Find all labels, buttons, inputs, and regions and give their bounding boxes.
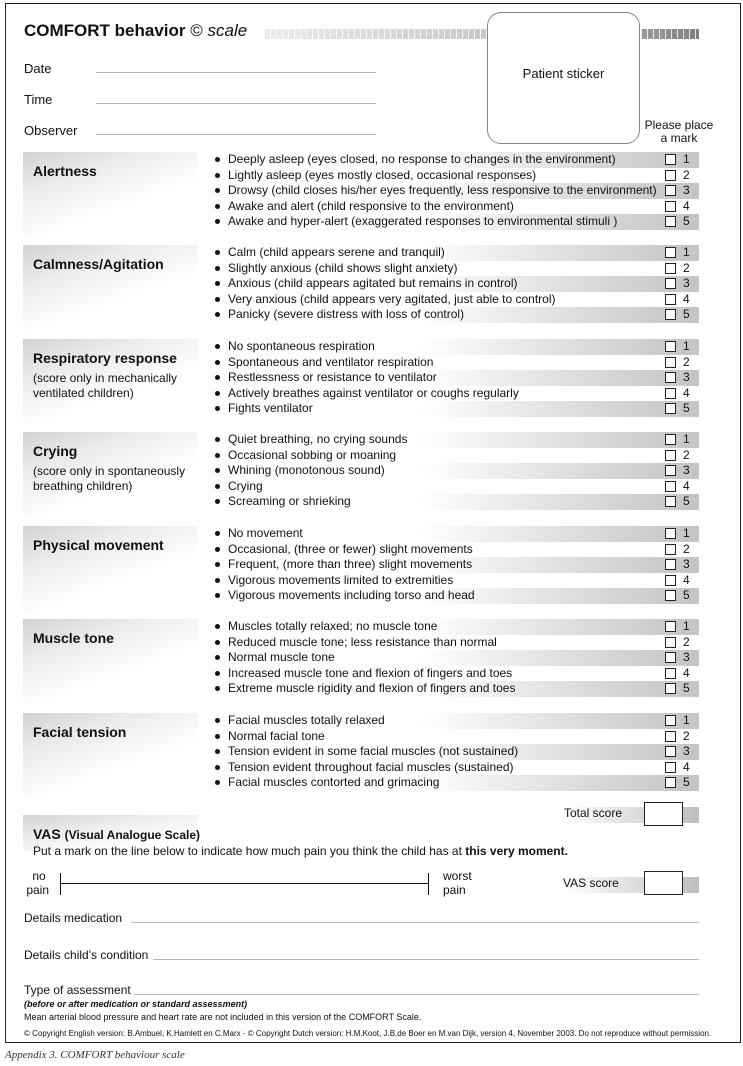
score-checkbox[interactable]	[665, 201, 676, 212]
option-row	[215, 261, 699, 277]
score-checkbox[interactable]	[665, 652, 676, 663]
details-medication-label: Details medication	[24, 911, 123, 925]
score-checkbox[interactable]	[665, 294, 676, 305]
option-row	[215, 557, 699, 573]
section-options	[215, 245, 699, 323]
time-label: Time	[24, 92, 53, 107]
score-value: 1	[683, 152, 690, 166]
score-value: 1	[683, 526, 690, 540]
option-text: Anxious (child appears agitated but remains in control)	[228, 276, 518, 291]
option-text: Quiet breathing, no crying sounds	[228, 432, 408, 446]
patient-sticker-area	[487, 12, 640, 144]
section-title: Crying	[33, 443, 78, 459]
option-row	[215, 619, 699, 635]
bullet-icon	[215, 157, 220, 162]
section-title: Physical movement	[33, 537, 164, 553]
header-decor-bar-right	[641, 29, 699, 39]
score-checkbox[interactable]	[665, 372, 676, 383]
bullet-icon	[215, 266, 220, 271]
score-checkbox[interactable]	[665, 434, 676, 445]
bullet-icon	[215, 531, 220, 536]
place-mark-label: Please place a mark	[644, 118, 714, 145]
bullet-icon	[215, 780, 220, 785]
assessment-type-field[interactable]	[134, 994, 699, 995]
copyright-symbol: ©	[190, 21, 203, 40]
score-value: 4	[683, 385, 690, 400]
total-score-label: Total score	[564, 806, 623, 820]
section-subtitle: (score only in spontaneously breathing children)	[33, 464, 186, 493]
time-field[interactable]	[96, 103, 376, 104]
bullet-icon	[215, 624, 220, 629]
score-value: 2	[683, 260, 690, 275]
bullet-icon	[215, 562, 220, 567]
score-checkbox[interactable]	[665, 762, 676, 773]
option-row	[215, 432, 699, 448]
bullet-icon	[215, 375, 220, 380]
option-text: Panicky (severe distress with loss of control)	[228, 307, 465, 322]
score-value: 2	[683, 728, 690, 743]
score-value: 1	[683, 339, 690, 353]
option-text: No spontaneous respiration	[228, 339, 375, 353]
option-text: Lightly asleep (eyes mostly closed, occasional responses)	[228, 167, 537, 182]
section-options	[215, 152, 699, 230]
option-row	[215, 479, 699, 495]
vas-left-tick	[60, 873, 61, 895]
score-value: 3	[683, 557, 690, 572]
option-row	[215, 448, 699, 464]
section-options	[215, 526, 699, 604]
option-text: Tension evident throughout facial muscles (sustained)	[228, 759, 514, 774]
score-value: 3	[683, 744, 690, 759]
option-text: Calm (child appears serene and tranquil)	[228, 245, 445, 259]
score-value: 3	[683, 370, 690, 385]
option-text: Occasional, (three or fewer) slight movements	[228, 541, 473, 556]
option-text: Reduced muscle tone; less resistance than normal	[228, 634, 497, 649]
score-checkbox[interactable]	[665, 637, 676, 648]
section-title: Alertness	[33, 163, 97, 179]
header-decor-bar-left	[264, 29, 488, 39]
observer-label: Observer	[24, 123, 78, 138]
vas-title	[33, 826, 200, 842]
score-value: 2	[683, 447, 690, 462]
bullet-icon	[215, 765, 220, 770]
option-text: Actively breathes against ventilator or coughs regularly	[228, 385, 519, 400]
section-subtitle: (score only in mechanically ventilated children)	[33, 371, 178, 400]
score-checkbox[interactable]	[665, 450, 676, 461]
score-checkbox[interactable]	[665, 185, 676, 196]
bullet-icon	[215, 484, 220, 489]
section-options	[215, 619, 699, 697]
score-value: 3	[683, 650, 690, 665]
score-value: 2	[683, 634, 690, 649]
details-condition-field[interactable]	[153, 959, 699, 960]
bullet-icon	[215, 655, 220, 660]
bullet-icon	[215, 281, 220, 286]
option-row	[215, 650, 699, 666]
option-row	[215, 307, 699, 323]
option-row	[215, 713, 699, 729]
vas-left-end	[26, 869, 49, 897]
score-value: 1	[683, 432, 690, 446]
option-text: Drowsy (child closes his/her eyes frequently, less responsive to the environment)	[228, 183, 657, 198]
option-text: Slightly anxious (child shows slight anxiety)	[228, 260, 458, 275]
bullet-icon	[215, 391, 220, 396]
score-value: 1	[683, 713, 690, 727]
option-row	[215, 494, 699, 510]
option-row	[215, 681, 699, 697]
score-checkbox[interactable]	[665, 621, 676, 632]
section-options	[215, 713, 699, 791]
option-row	[215, 775, 699, 791]
section-title: Respiratory response	[33, 350, 177, 366]
option-text: Very anxious (child appears very agitated, just able to control)	[228, 291, 556, 306]
title-italic: scale	[207, 21, 248, 40]
option-text: Normal muscle tone	[228, 650, 335, 665]
score-value: 4	[683, 291, 690, 306]
copyright-note: © Copyright English version: B.Ambuel, K.Hamlett en C.Marx - © Copyright Dutch version: H.M.Koot, J.B.de Boer en M.van Dijk, version 4, November 2003. Do not reproduce without permission.	[24, 1029, 712, 1038]
date-field[interactable]	[96, 72, 376, 73]
score-value: 2	[683, 354, 690, 369]
option-row	[215, 573, 699, 589]
score-value: 1	[683, 245, 690, 259]
option-row	[215, 729, 699, 745]
section-title: Facial tension	[33, 724, 127, 740]
vas-instruction-text: Put a mark on the line below to indicate how much pain you think the child has at	[33, 844, 466, 858]
score-checkbox[interactable]	[665, 544, 676, 555]
score-value: 4	[683, 478, 690, 493]
details-condition-label: Details child's condition	[24, 948, 149, 962]
score-checkbox[interactable]	[665, 216, 676, 227]
option-text: Deeply asleep (eyes closed, no response to changes in the environment)	[228, 152, 616, 166]
bullet-icon	[215, 547, 220, 552]
bullet-icon	[215, 468, 220, 473]
vas-title-main: VAS	[33, 826, 61, 842]
score-checkbox[interactable]	[665, 357, 676, 368]
section-options	[215, 432, 699, 510]
score-checkbox[interactable]	[665, 465, 676, 476]
patient-sticker-label: Patient sticker	[522, 65, 605, 81]
score-checkbox[interactable]	[665, 668, 676, 679]
option-text: Crying	[228, 478, 263, 493]
option-row	[215, 370, 699, 386]
score-checkbox[interactable]	[665, 388, 676, 399]
bullet-icon	[215, 453, 220, 458]
vas-instruction-bold: this very moment.	[465, 844, 568, 858]
option-row	[215, 526, 699, 542]
score-value: 3	[683, 183, 690, 198]
option-text: Vigorous movements limited to extremities	[228, 572, 454, 587]
option-text: Restlessness or resistance to ventilator	[228, 370, 437, 385]
score-value: 5	[683, 401, 690, 416]
option-row	[215, 276, 699, 292]
option-text: Tension evident in some facial muscles (not sustained)	[228, 744, 519, 759]
option-text: Awake and hyper-alert (exaggerated responses to environmental stimuli )	[228, 214, 618, 229]
vas-left-end-line2: pain	[26, 883, 49, 897]
title-bold: COMFORT behavior	[24, 21, 186, 40]
option-text: Extreme muscle rigidity and flexion of fingers and toes	[228, 681, 516, 696]
option-row	[215, 199, 699, 215]
option-text: Frequent, (more than three) slight movements	[228, 557, 473, 572]
section-calmness-agitation	[23, 245, 699, 335]
score-checkbox[interactable]	[665, 170, 676, 181]
option-row	[215, 635, 699, 651]
figure-caption: Appendix 3. COMFORT behaviour scale	[5, 1049, 185, 1061]
score-value: 3	[683, 463, 690, 478]
score-value: 5	[683, 494, 690, 509]
score-value: 5	[683, 775, 690, 790]
score-checkbox[interactable]	[665, 746, 676, 757]
score-value: 4	[683, 198, 690, 213]
section-crying	[23, 432, 699, 522]
details-medication-field[interactable]	[131, 922, 699, 923]
blood-pressure-note: Mean arterial blood pressure and heart rate are not included in this version of the COMFORT Scale.	[24, 1012, 422, 1022]
score-value: 2	[683, 167, 690, 182]
vas-slider-line[interactable]	[60, 883, 429, 884]
bullet-icon	[215, 204, 220, 209]
option-row	[215, 401, 699, 417]
score-value: 4	[683, 759, 690, 774]
vas-score-box[interactable]	[644, 871, 683, 895]
section-physical-movement	[23, 526, 699, 616]
score-value: 5	[683, 681, 690, 696]
score-value: 3	[683, 276, 690, 291]
option-row	[215, 588, 699, 604]
option-row	[215, 339, 699, 355]
observer-field[interactable]	[96, 134, 376, 135]
vas-right-end-line1: worst	[443, 869, 472, 883]
vas-title-paren: (Visual Analogue Scale)	[64, 828, 201, 842]
score-value: 2	[683, 541, 690, 556]
score-value: 1	[683, 619, 690, 633]
score-checkbox[interactable]	[665, 341, 676, 352]
score-value: 4	[683, 572, 690, 587]
option-row	[215, 463, 699, 479]
bullet-icon	[215, 499, 220, 504]
option-row	[215, 152, 699, 168]
option-row	[215, 292, 699, 308]
section-alertness	[23, 152, 699, 242]
assessment-hint: (before or after medication or standard assessment)	[24, 999, 248, 1009]
score-checkbox[interactable]	[665, 263, 676, 274]
bullet-icon	[215, 437, 220, 442]
bullet-icon	[215, 593, 220, 598]
section-muscle-tone	[23, 619, 699, 709]
score-value: 5	[683, 588, 690, 603]
option-text: Occasional sobbing or moaning	[228, 447, 397, 462]
bullet-icon	[215, 578, 220, 583]
option-row	[215, 183, 699, 199]
option-text: Awake and alert (child responsive to the environment)	[228, 198, 514, 213]
bullet-icon	[215, 344, 220, 349]
score-value: 5	[683, 307, 690, 322]
option-text: Spontaneous and ventilator respiration	[228, 354, 434, 369]
score-checkbox[interactable]	[665, 247, 676, 258]
score-checkbox[interactable]	[665, 403, 676, 414]
section-facial-tension	[23, 713, 699, 803]
form-title	[24, 21, 247, 41]
score-checkbox[interactable]	[665, 683, 676, 694]
section-respiratory-response	[23, 339, 699, 429]
score-checkbox[interactable]	[665, 731, 676, 742]
option-row	[215, 214, 699, 230]
score-checkbox[interactable]	[665, 496, 676, 507]
section-title: Calmness/Agitation	[33, 256, 164, 272]
option-text: Facial muscles totally relaxed	[228, 713, 385, 727]
option-row	[215, 168, 699, 184]
bullet-icon	[215, 250, 220, 255]
vas-right-end-line2: pain	[443, 883, 466, 897]
vas-right-end	[443, 869, 472, 897]
score-checkbox[interactable]	[665, 528, 676, 539]
option-row	[215, 386, 699, 402]
score-checkbox[interactable]	[665, 777, 676, 788]
option-text: No movement	[228, 526, 303, 540]
bullet-icon	[215, 718, 220, 723]
score-checkbox[interactable]	[665, 590, 676, 601]
date-label: Date	[24, 61, 52, 76]
score-value: 5	[683, 214, 690, 229]
bullet-icon	[215, 686, 220, 691]
score-value: 4	[683, 665, 690, 680]
option-row	[215, 744, 699, 760]
bullet-icon	[215, 188, 220, 193]
option-row	[215, 542, 699, 558]
option-row	[215, 760, 699, 776]
score-checkbox[interactable]	[665, 154, 676, 165]
option-text: Screaming or shrieking	[228, 494, 351, 509]
section-title: Muscle tone	[33, 630, 114, 646]
score-checkbox[interactable]	[665, 715, 676, 726]
vas-right-tick	[428, 873, 429, 895]
option-row	[215, 666, 699, 682]
bullet-icon	[215, 749, 220, 754]
bullet-icon	[215, 406, 220, 411]
score-checkbox[interactable]	[665, 309, 676, 320]
bullet-icon	[215, 671, 220, 676]
bullet-icon	[215, 219, 220, 224]
bullet-icon	[215, 173, 220, 178]
bullet-icon	[215, 360, 220, 365]
section-options	[215, 339, 699, 417]
vas-score-label: VAS score	[563, 876, 619, 890]
option-text: Vigorous movements including torso and head	[228, 588, 475, 603]
option-text: Whining (monotonous sound)	[228, 463, 385, 478]
bullet-icon	[215, 297, 220, 302]
score-checkbox[interactable]	[665, 278, 676, 289]
score-checkbox[interactable]	[665, 575, 676, 586]
vas-left-end-line1: no	[32, 869, 46, 883]
score-checkbox[interactable]	[665, 481, 676, 492]
option-text: Facial muscles contorted and grimacing	[228, 775, 440, 790]
bullet-icon	[215, 734, 220, 739]
option-text: Increased muscle tone and flexion of fingers and toes	[228, 665, 513, 680]
score-checkbox[interactable]	[665, 559, 676, 570]
total-score-box[interactable]	[644, 802, 683, 826]
bullet-icon	[215, 640, 220, 645]
option-text: Muscles totally relaxed; no muscle tone	[228, 619, 438, 633]
option-row	[215, 355, 699, 371]
assessment-type-label: Type of assessment	[24, 983, 131, 997]
option-text: Fights ventilator	[228, 401, 313, 416]
option-row	[215, 245, 699, 261]
option-text: Normal facial tone	[228, 728, 325, 743]
bullet-icon	[215, 312, 220, 317]
vas-instruction	[33, 844, 568, 858]
